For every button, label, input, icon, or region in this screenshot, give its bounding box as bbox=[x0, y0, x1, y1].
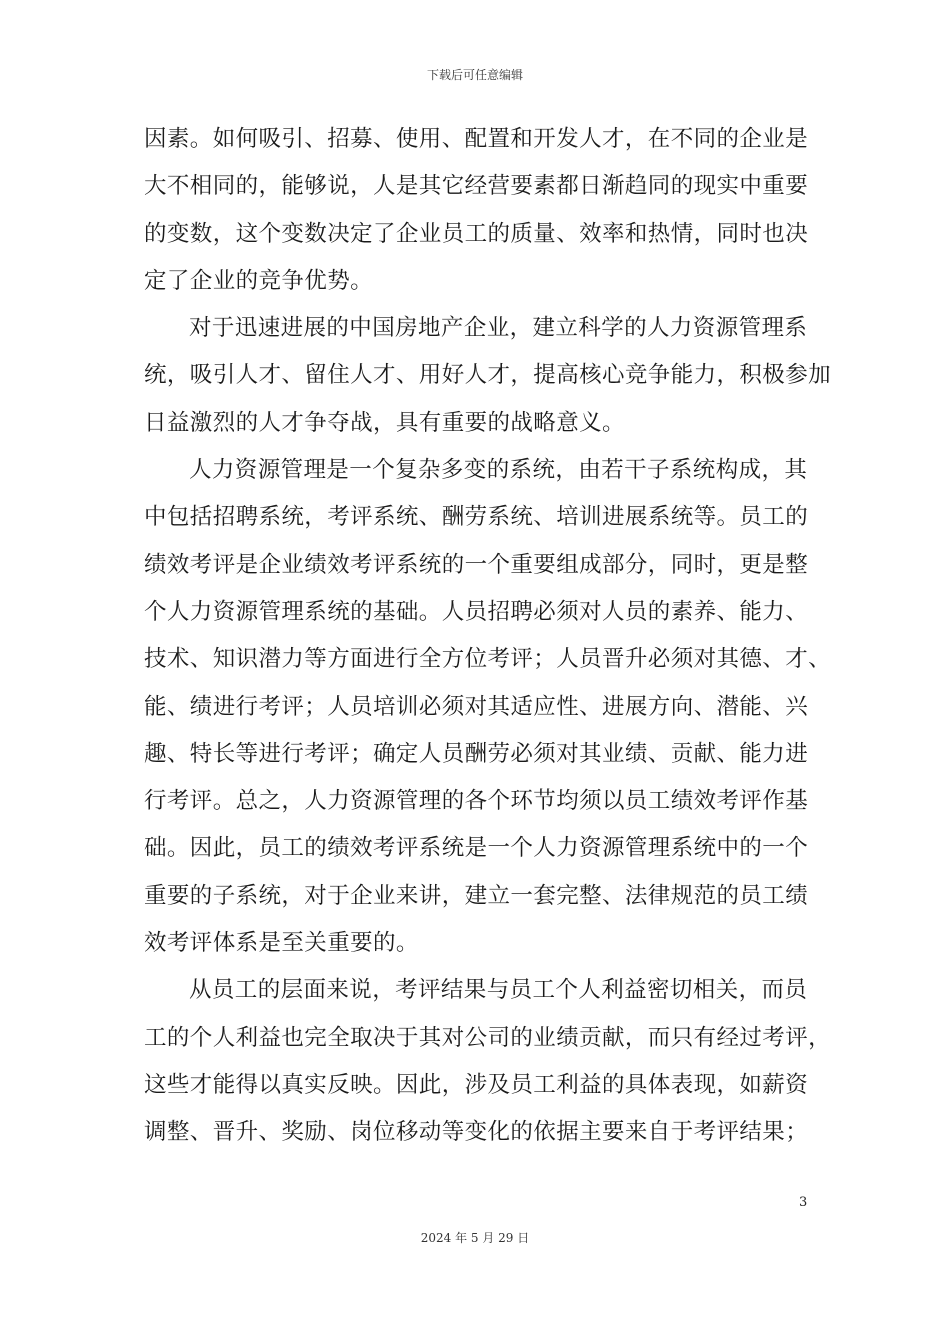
text-line: 行考评。总之，人力资源管理的各个环节均须以员工绩效考评作基 bbox=[144, 788, 809, 815]
text-line: 能、绩进行考评；人员培训必须对其适应性、进展方向、潜能、兴 bbox=[144, 693, 809, 720]
text-line: 重要的子系统，对于企业来讲，建立一套完整、法律规范的员工绩 bbox=[144, 882, 809, 909]
text-line: 趣、特长等进行考评；确定人员酬劳必须对其业绩、贡献、能力进 bbox=[144, 740, 809, 767]
text-line: 工的个人利益也完全取决于其对公司的业绩贡献，而只有经过考评， bbox=[144, 1024, 832, 1051]
text-line: 中包括招聘系统，考评系统、酬劳系统、培训进展系统等。员工的 bbox=[144, 504, 809, 531]
document-body bbox=[144, 116, 832, 1157]
text-line: 个人力资源管理系统的基础。人员招聘必须对人员的素养、能力、 bbox=[144, 598, 809, 625]
page-footer-date: 2024 年 5 月 29 日 bbox=[420, 1231, 530, 1245]
text-line: 这些才能得以真实反映。因此，涉及员工利益的具体表现，如薪资 bbox=[144, 1071, 809, 1098]
text-line: 绩效考评是企业绩效考评系统的一个重要组成部分，同时，更是整 bbox=[144, 551, 809, 578]
text-line: 日益激烈的人才争夺战，具有重要的战略意义。 bbox=[144, 409, 625, 436]
text-line: 人力资源管理是一个复杂多变的系统，由若干子系统构成，其 bbox=[189, 457, 808, 484]
text-line: 大不相同的，能够说，人是其它经营要素都日渐趋同的现实中重要 bbox=[144, 173, 809, 200]
page-header: 下载后可任意编辑 bbox=[426, 68, 523, 82]
text-line: 定了企业的竞争优势。 bbox=[144, 267, 374, 294]
text-line: 从员工的层面来说，考评结果与员工个人利益密切相关，而员 bbox=[189, 977, 808, 1004]
page-number: 3 bbox=[799, 1195, 808, 1210]
text-line: 效考评体系是至关重要的。 bbox=[144, 930, 419, 957]
text-line: 技术、知识潜力等方面进行全方位考评；人员晋升必须对其德、才、 bbox=[144, 646, 832, 673]
text-line: 础。因此，员工的绩效考评系统是一个人力资源管理系统中的一个 bbox=[144, 835, 809, 862]
text-line: 的变数，这个变数决定了企业员工的质量、效率和热情，同时也决 bbox=[144, 220, 809, 247]
text-line: 统，吸引人才、留住人才、用好人才，提高核心竞争能力，积极参加 bbox=[144, 362, 832, 389]
text-line: 调整、晋升、奖励、岗位移动等变化的依据主要来自于考评结果； bbox=[144, 1119, 809, 1146]
text-line: 对于迅速进展的中国房地产企业，建立科学的人力资源管理系 bbox=[189, 315, 808, 342]
text-line: 因素。如何吸引、招募、使用、配置和开发人才，在不同的企业是 bbox=[144, 126, 809, 152]
